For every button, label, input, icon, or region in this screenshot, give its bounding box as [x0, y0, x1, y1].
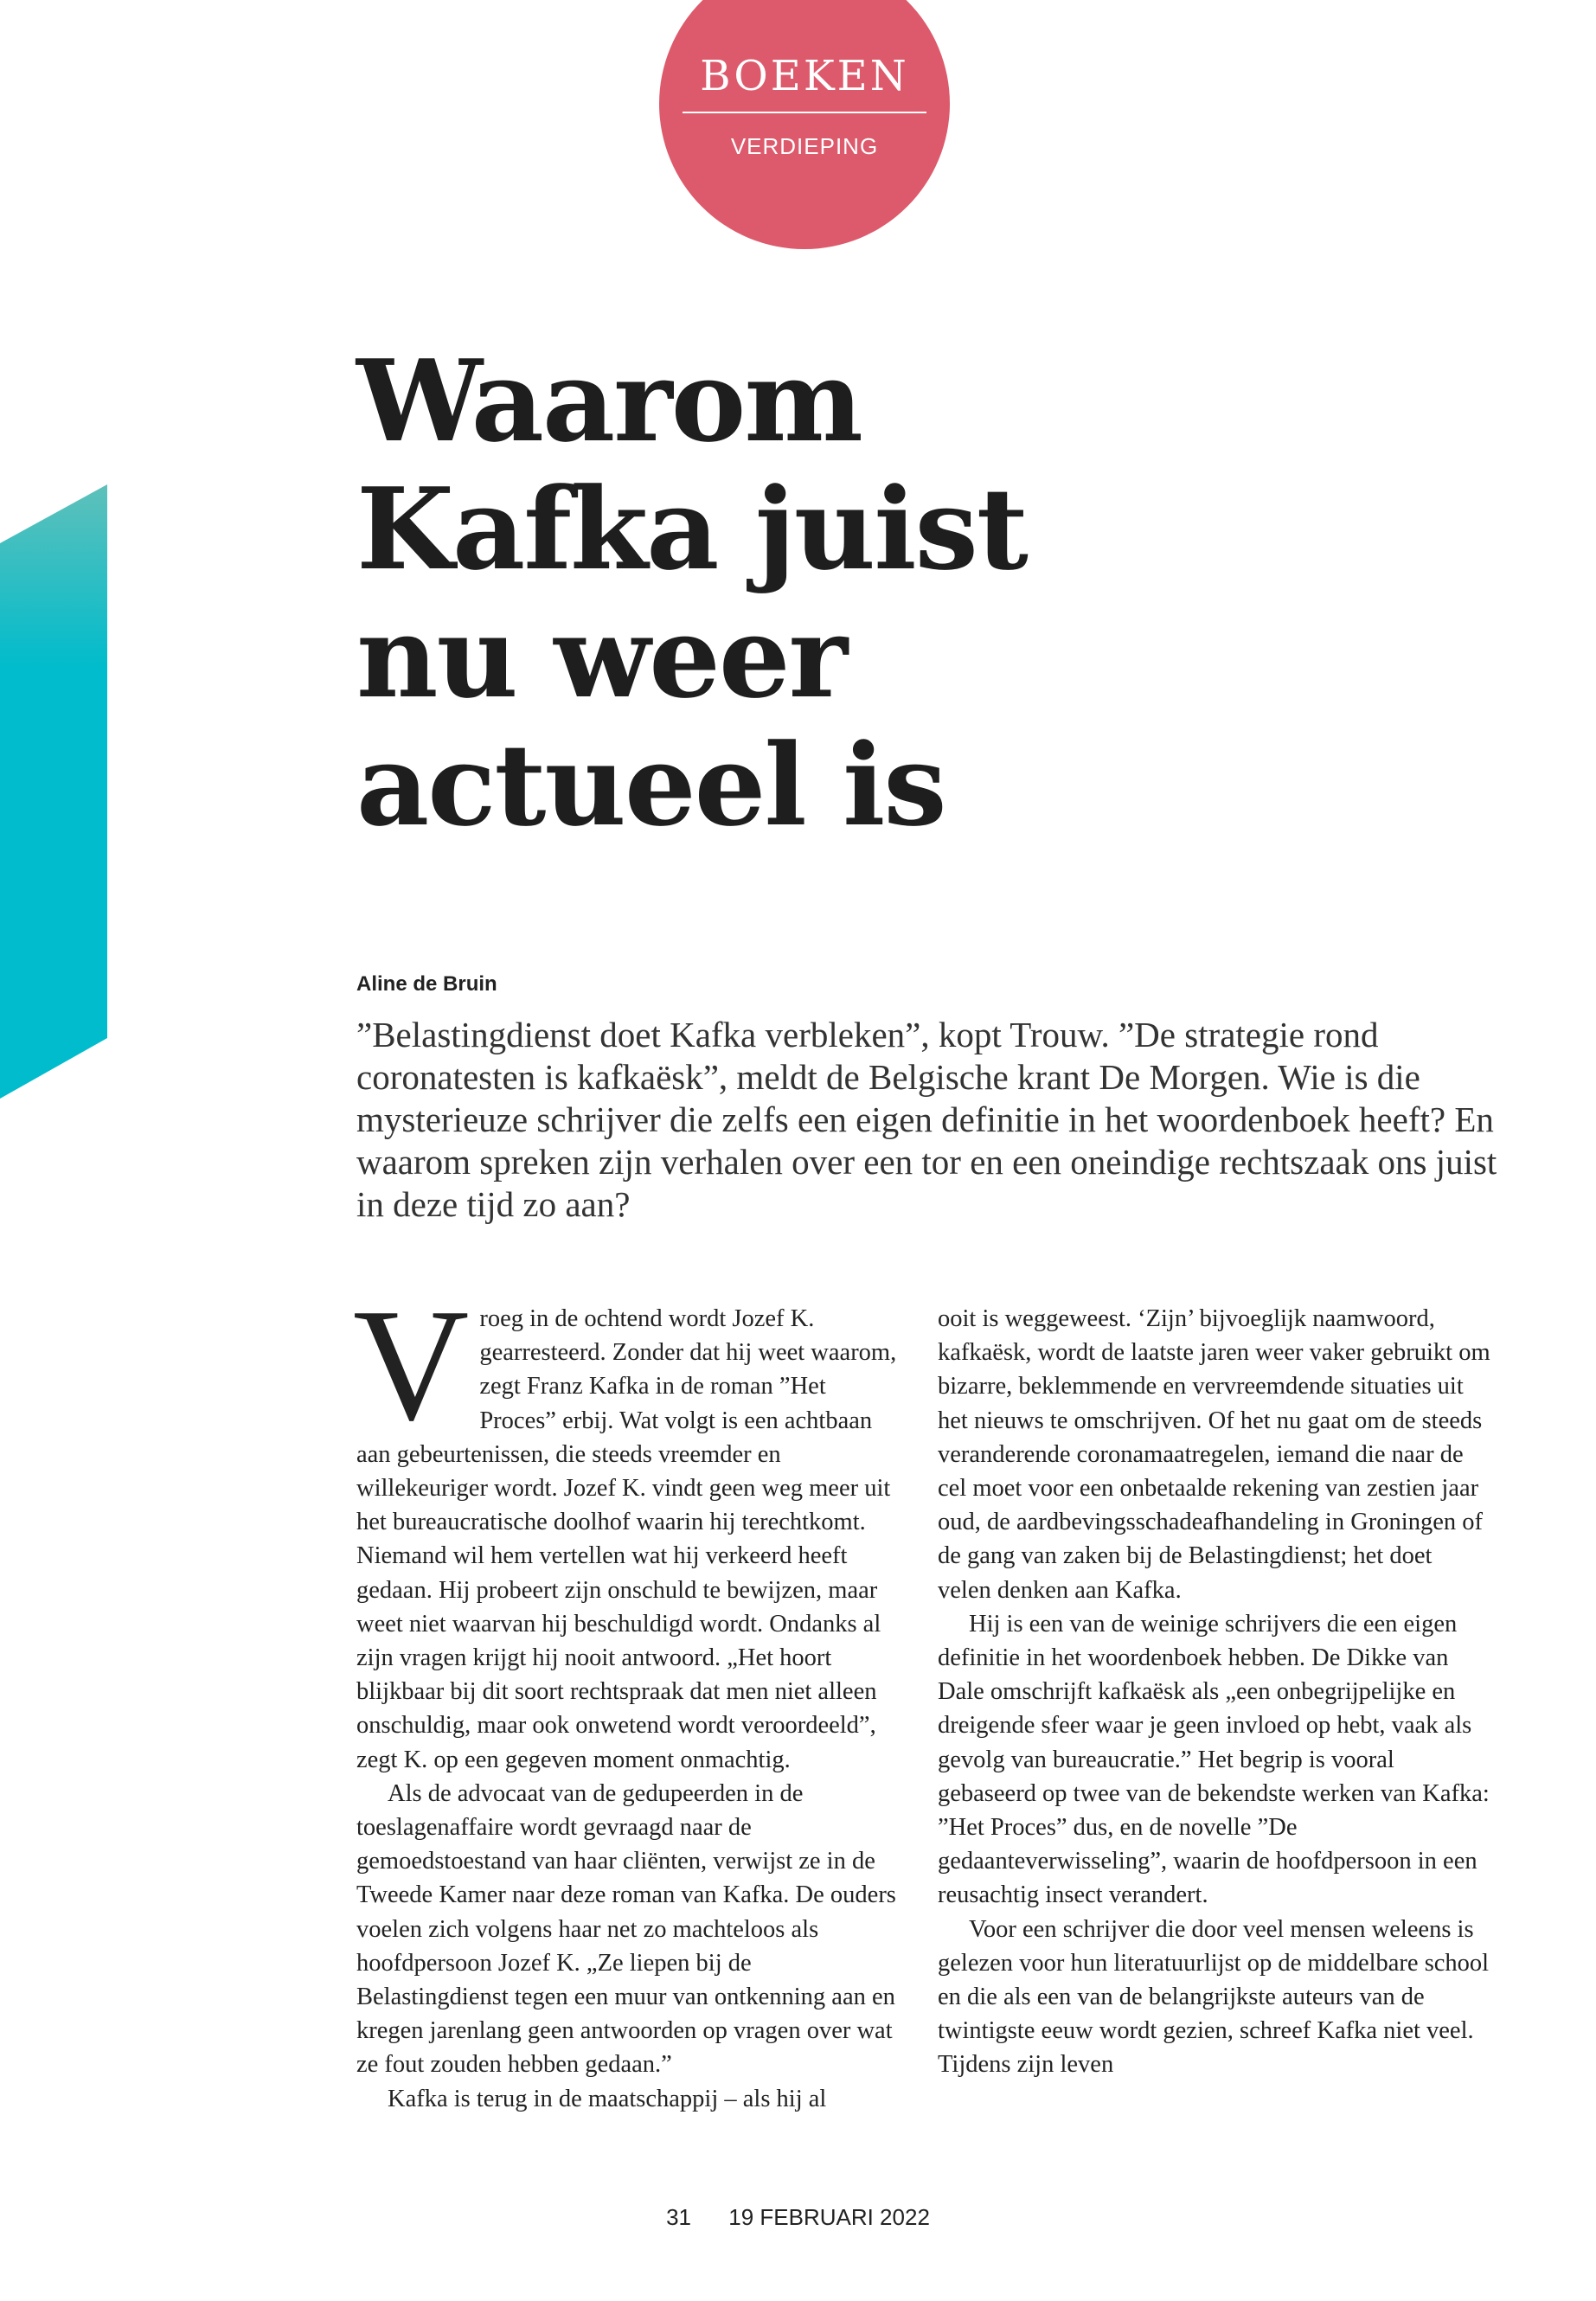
section-title: BOEKEN — [700, 52, 909, 100]
body-paragraph: Hij is een van de weinige schrijvers die een eigen definitie in het woordenboek hebben. De Dikke van Dale omschrijft kafkaësk als „een onbegrijpelijke en dreigende sfeer waar je geen invloed op hebt, vaak als gevolg van bureaucratie.” Het begrip is vooral gebaseerd op twee van de bekendste werken van Kafka: ”Het Proces” dus, en de novelle ”De gedaanteverwisseling”, waarin de hoofdpersoon in een reusachtig insect verandert. — [938, 1610, 1490, 1909]
page-footer — [0, 2204, 1596, 2231]
headline-line: actueel is — [356, 719, 945, 851]
body-paragraph — [353, 1276, 903, 1777]
headline-line: nu weer — [356, 591, 847, 723]
body-column-left — [353, 1276, 903, 2116]
issue-date: 19 FEBRUARI 2022 — [728, 2204, 930, 2230]
headline-line: Kafka juist — [356, 463, 1027, 595]
section-subtitle: VERDIEPING — [730, 133, 879, 159]
article-headline — [356, 337, 1135, 849]
paragraph-text: roeg in de ochtend wordt Jozef K. gearresteerd. Zonder dat hij weet waarom, zegt Franz Kafka in de roman ”Het Proces” erbij. Wat volgt is een achtbaan aan gebeurtenissen, die steeds vreemder en willekeuriger wordt. Jozef K. vindt geen weg meer uit het bureaucratische doolhof waarin hij terechtkomt. Niemand wil hem vertellen wat hij verkeerd heeft gedaan. Hij probeert zijn onschuld te bewijzen, maar weet niet waarvan hij beschuldigd wordt. Ondanks al zijn vragen krijgt hij nooit antwoord. „Het hoort blijkbaar bij dit soort rechtspraak dat men niet alleen onschuldig, maar ook onwetend wordt veroordeeld”, zegt K. op een gegeven moment onmachtig. — [356, 1305, 897, 1773]
section-badge — [659, 0, 950, 249]
page-number: 31 — [666, 2204, 691, 2230]
body-paragraph: Kafka is terug in de maatschappij – als hij al — [388, 2085, 827, 2112]
body-paragraph: Voor een schrijver die door veel mensen weleens is gelezen voor hun literatuurlijst op de middelbare school en die als een van de belangrijkste auteurs van de twintigste eeuw wordt gezien, schreef Kafka niet veel. Tijdens zijn leven — [938, 1915, 1490, 2079]
badge-divider — [683, 112, 926, 113]
body-paragraph: Als de advocaat van de gedupeerden in de toeslagenaffaire wordt gevraagd naar de gemoedstoestand van haar cliënten, verwijst ze in de Tweede Kamer naar deze roman van Kafka. De ouders voelen zich volgens haar net zo machteloos als hoofdpersoon Jozef K. „Ze liepen bij de Belastingdienst tegen een muur van ontkenning aan en kregen jarenlang geen antwoorden op vragen over wat ze fout zouden hebben gedaan.” — [356, 1779, 896, 2079]
side-accent-shape — [0, 484, 107, 1107]
drop-cap: V — [353, 1276, 470, 1454]
body-paragraph: ooit is weggeweest. ‘Zijn’ bijvoeglijk naamwoord, kafkaësk, wordt de laatste jaren weer vaker gebruikt om bizarre, beklemmende en vervreemdende situaties uit het nieuws te omschrijven. Of het nu gaat om de steeds veranderende coronamaatregelen, iemand die naar de cel moet voor een onbetaalde rekening van zestien jaar oud, de aardbevingsschadeafhandeling in Groningen of de gang van zaken bij de Belastingdienst; het doet velen denken aan Kafka. — [938, 1305, 1490, 1604]
lead-paragraph: ”Belastingdienst doet Kafka verbleken”, kopt Trouw. ”De strategie rond coronatesten is kafkaësk”, meldt de Belgische krant De Morgen. Wie is die mysterieuze schrijver die zelfs een eigen definitie in het woordenboek heeft? En waarom spreken zijn verhalen over een tor en een oneindige rechtszaak ons juist in deze tijd zo aan? — [356, 1015, 1497, 1224]
body-column-right — [938, 1302, 1491, 2082]
author-byline: Aline de Bruin — [356, 972, 497, 996]
headline-line: Waarom — [356, 335, 862, 467]
